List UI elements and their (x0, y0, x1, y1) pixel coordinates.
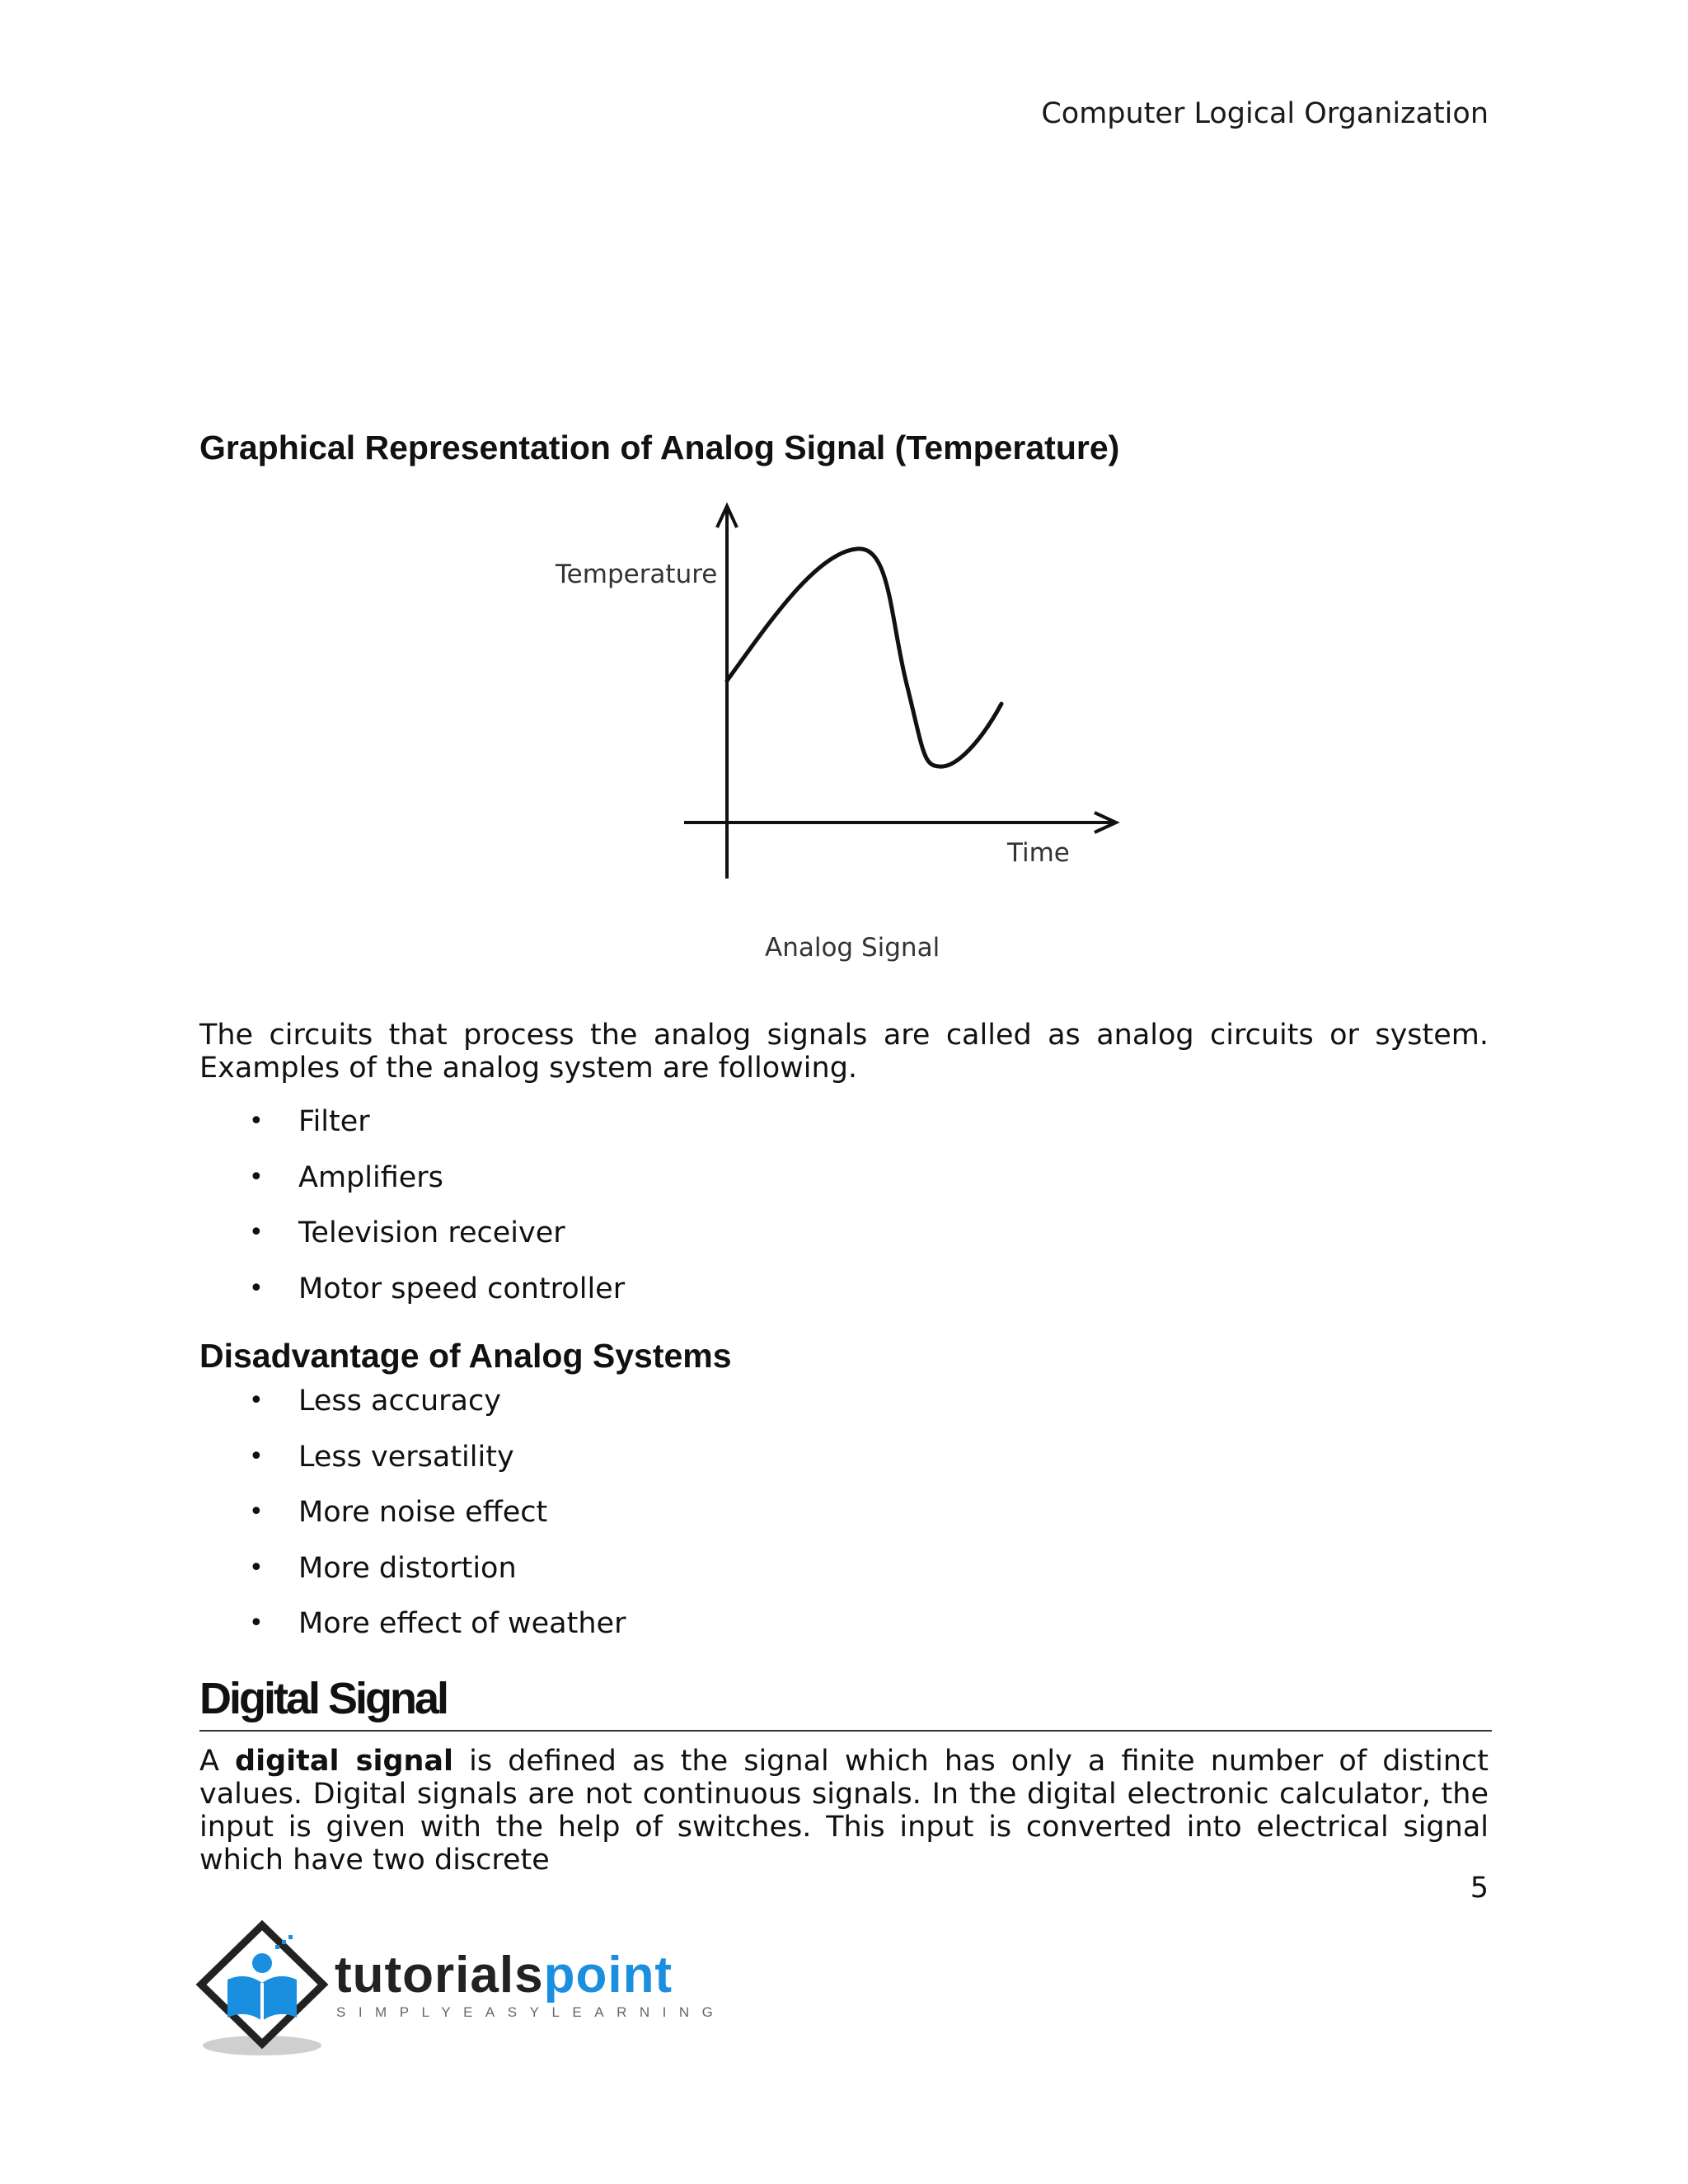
x-axis-label: Time (1007, 838, 1070, 868)
analog-signal-curve (727, 549, 1001, 766)
list-item: • Television receiver (249, 1216, 565, 1249)
list-item: • More noise effect (249, 1496, 548, 1529)
analog-system-examples-list (199, 1105, 625, 1328)
bullet-icon: • (249, 1273, 264, 1303)
bullet-icon: • (249, 1441, 264, 1471)
bullet-icon: • (249, 1553, 264, 1582)
list-item: • More distortion (249, 1551, 517, 1585)
digital-signal-term: digital signal (235, 1745, 454, 1778)
list-item: • Motor speed controller (249, 1272, 626, 1305)
figure-caption: Analog Signal (765, 933, 940, 963)
logo-tagline: SIMPLYEASYLEARNING (336, 2004, 726, 2020)
list-item: • Amplifiers (249, 1160, 443, 1194)
disadvantages-list (199, 1385, 626, 1663)
tutorialspoint-logo (195, 1920, 726, 2060)
section-heading-disadvantages: Disadvantage of Analog Systems (199, 1337, 732, 1375)
logo-emblem-icon (195, 1920, 335, 2060)
analog-signal-graph (528, 494, 1154, 981)
page-number: 5 (1470, 1872, 1489, 1905)
bullet-icon: • (249, 1162, 264, 1192)
digital-signal-paragraph: A digital signal is defined as the signal which has only a finite number of distinct values. Digital signals are not continuous signals. In the digital electronic calculator, the input is given with the help of switches. This input is converted into electrical signal which have two discrete (199, 1745, 1489, 1877)
section-heading-digital-signal: Digital Signal (199, 1672, 1492, 1732)
bullet-icon: • (249, 1497, 264, 1526)
running-header: Computer Logical Organization (1041, 97, 1489, 130)
list-item: • More effect of weather (249, 1607, 626, 1640)
section-heading-graph: Graphical Representation of Analog Signal (Temperature) (199, 429, 1120, 466)
analog-circuits-paragraph: The circuits that process the analog signals are called as analog circuits or system. Examples of the analog system are following. (199, 1019, 1489, 1085)
bullet-icon: • (249, 1609, 264, 1638)
bullet-icon: • (249, 1386, 264, 1415)
y-axis-label: Temperature (556, 560, 718, 589)
bullet-icon: • (249, 1107, 264, 1136)
logo-wordmark: tutorialspoint (335, 1947, 673, 2004)
list-item: • Less accuracy (249, 1385, 501, 1418)
list-item: • Filter (249, 1105, 370, 1138)
list-item: • Less versatility (249, 1440, 514, 1474)
bullet-icon: • (249, 1218, 264, 1247)
analog-signal-figure (528, 494, 1154, 981)
